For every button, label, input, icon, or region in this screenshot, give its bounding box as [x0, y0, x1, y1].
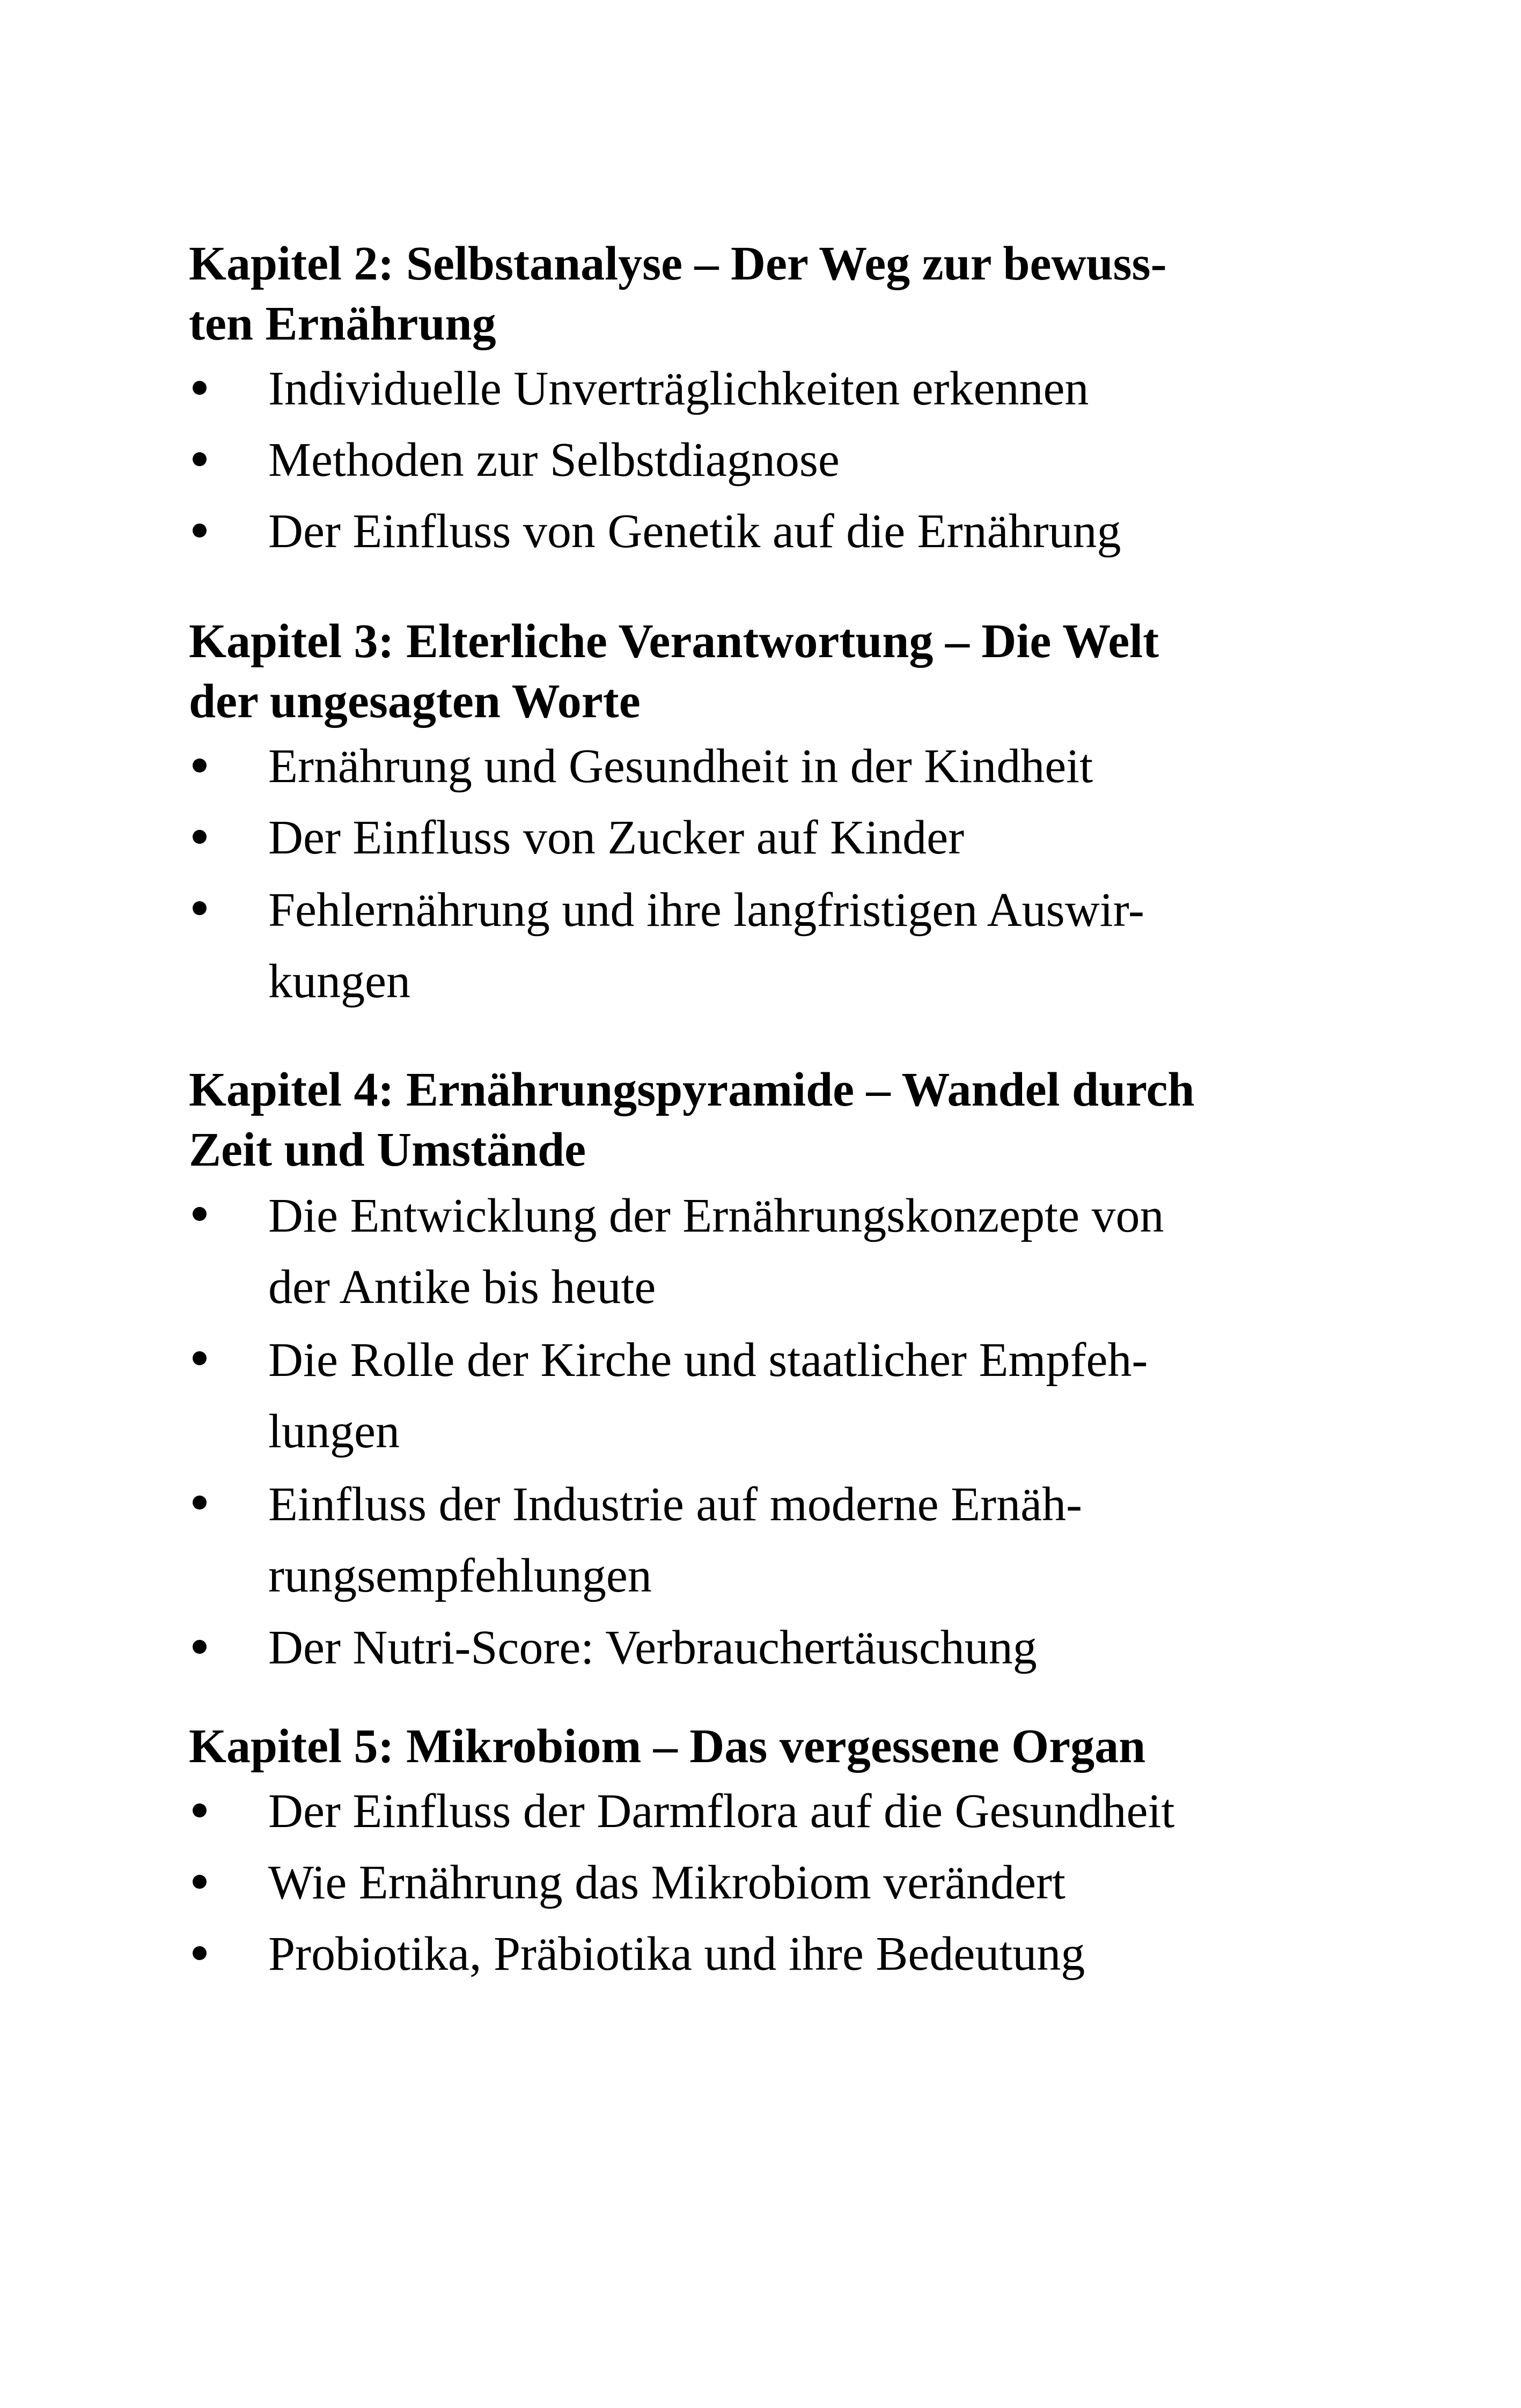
- bullet-icon: [193, 381, 207, 395]
- list-item: [189, 1919, 1342, 1989]
- bullet-icon: [193, 830, 207, 844]
- list-item-text-line-2: der Antike bis heute: [268, 1261, 656, 1314]
- list-item: [189, 354, 1342, 424]
- list-item-text-line-2: rungsempfehlungen: [268, 1549, 652, 1602]
- bullet-icon: [193, 1207, 207, 1221]
- bullet-icon: [193, 1803, 207, 1817]
- bullet-icon: [193, 901, 207, 915]
- chapter-2-title-line-2: ten Ernährung: [189, 297, 496, 350]
- list-item-text: Der Einfluss der Darmflora auf die Gesundheit: [268, 1785, 1175, 1838]
- chapter-5-title: [189, 1717, 1342, 1777]
- bullet-icon: [193, 1875, 207, 1889]
- chapter-2-list: [189, 354, 1342, 566]
- chapter-3-title-line-2: der ungesagten Worte: [189, 675, 641, 728]
- bullet-icon: [193, 1640, 207, 1654]
- list-item: [189, 874, 1342, 1017]
- chapter-3-title: [189, 612, 1342, 732]
- bullet-icon: [193, 452, 207, 466]
- list-item-text-line-1: Die Entwicklung der Ernährungskonzepte von: [268, 1189, 1164, 1242]
- chapter-5-list: [189, 1777, 1342, 1989]
- chapter-3-title-line-1: Kapitel 3: Elterliche Verantwortung – Die Welt: [189, 615, 1159, 668]
- bullet-icon: [193, 1496, 207, 1509]
- list-item: [189, 732, 1342, 801]
- list-item-text-line-2: kungen: [268, 955, 410, 1008]
- chapter-2-title-line-1: Kapitel 2: Selbstanalyse – Der Weg zur bewuss-: [189, 237, 1167, 290]
- chapter-3-list: [189, 732, 1342, 1017]
- list-item-text-line-1: Einfluss der Industrie auf moderne Ernäh-: [268, 1478, 1082, 1531]
- chapter-4-title-line-2: Zeit und Umstände: [189, 1123, 586, 1176]
- list-item-text: [268, 1180, 1342, 1323]
- list-item-text-line-2: lungen: [268, 1405, 400, 1458]
- list-item-text: Der Einfluss von Zucker auf Kinder: [268, 811, 965, 864]
- chapter-5-title-line-1: Kapitel 5: Mikrobiom – Das vergessene Organ: [189, 1720, 1146, 1773]
- list-item-text: [268, 874, 1342, 1017]
- list-item: [189, 1613, 1342, 1683]
- chapter-4-title-line-1: Kapitel 4: Ernährungspyramide – Wandel durch: [189, 1063, 1195, 1116]
- list-item-text-line-1: Fehlernährung und ihre langfristigen Auswir-: [268, 883, 1144, 937]
- chapter-2-title: [189, 234, 1342, 354]
- list-item-text: [268, 1469, 1342, 1611]
- bullet-icon: [193, 524, 207, 537]
- list-item: [189, 1180, 1342, 1323]
- list-item: [189, 1777, 1342, 1846]
- list-item-text: [268, 1324, 1342, 1467]
- chapter-4-title: [189, 1060, 1342, 1180]
- list-item-text: Individuelle Unverträglichkeiten erkennen: [268, 362, 1089, 415]
- chapter-2-section: [189, 234, 1342, 568]
- list-item: [189, 425, 1342, 495]
- list-item-text: Methoden zur Selbstdiagnose: [268, 433, 840, 487]
- bullet-icon: [193, 1351, 207, 1365]
- list-item: [189, 1848, 1342, 1918]
- list-item-text: Der Nutri-Score: Verbrauchertäuschung: [268, 1621, 1037, 1674]
- chapter-3-section: [189, 612, 1342, 1019]
- bullet-icon: [193, 759, 207, 772]
- list-item: [189, 497, 1342, 566]
- list-item-text-line-1: Die Rolle der Kirche und staatlicher Empfeh-: [268, 1334, 1148, 1387]
- list-item-text: Wie Ernährung das Mikrobiom verändert: [268, 1856, 1066, 1909]
- list-item: [189, 1469, 1342, 1611]
- chapter-4-list: [189, 1180, 1342, 1683]
- chapter-4-section: [189, 1060, 1342, 1684]
- list-item-text: Ernährung und Gesundheit in der Kindheit: [268, 740, 1093, 793]
- list-item-text: Der Einfluss von Genetik auf die Ernährung: [268, 505, 1121, 558]
- chapter-5-section: [189, 1717, 1342, 1991]
- bullet-icon: [193, 1946, 207, 1960]
- list-item-text: Probiotika, Präbiotika und ihre Bedeutung: [268, 1927, 1085, 1980]
- list-item: [189, 1324, 1342, 1467]
- list-item: [189, 803, 1342, 873]
